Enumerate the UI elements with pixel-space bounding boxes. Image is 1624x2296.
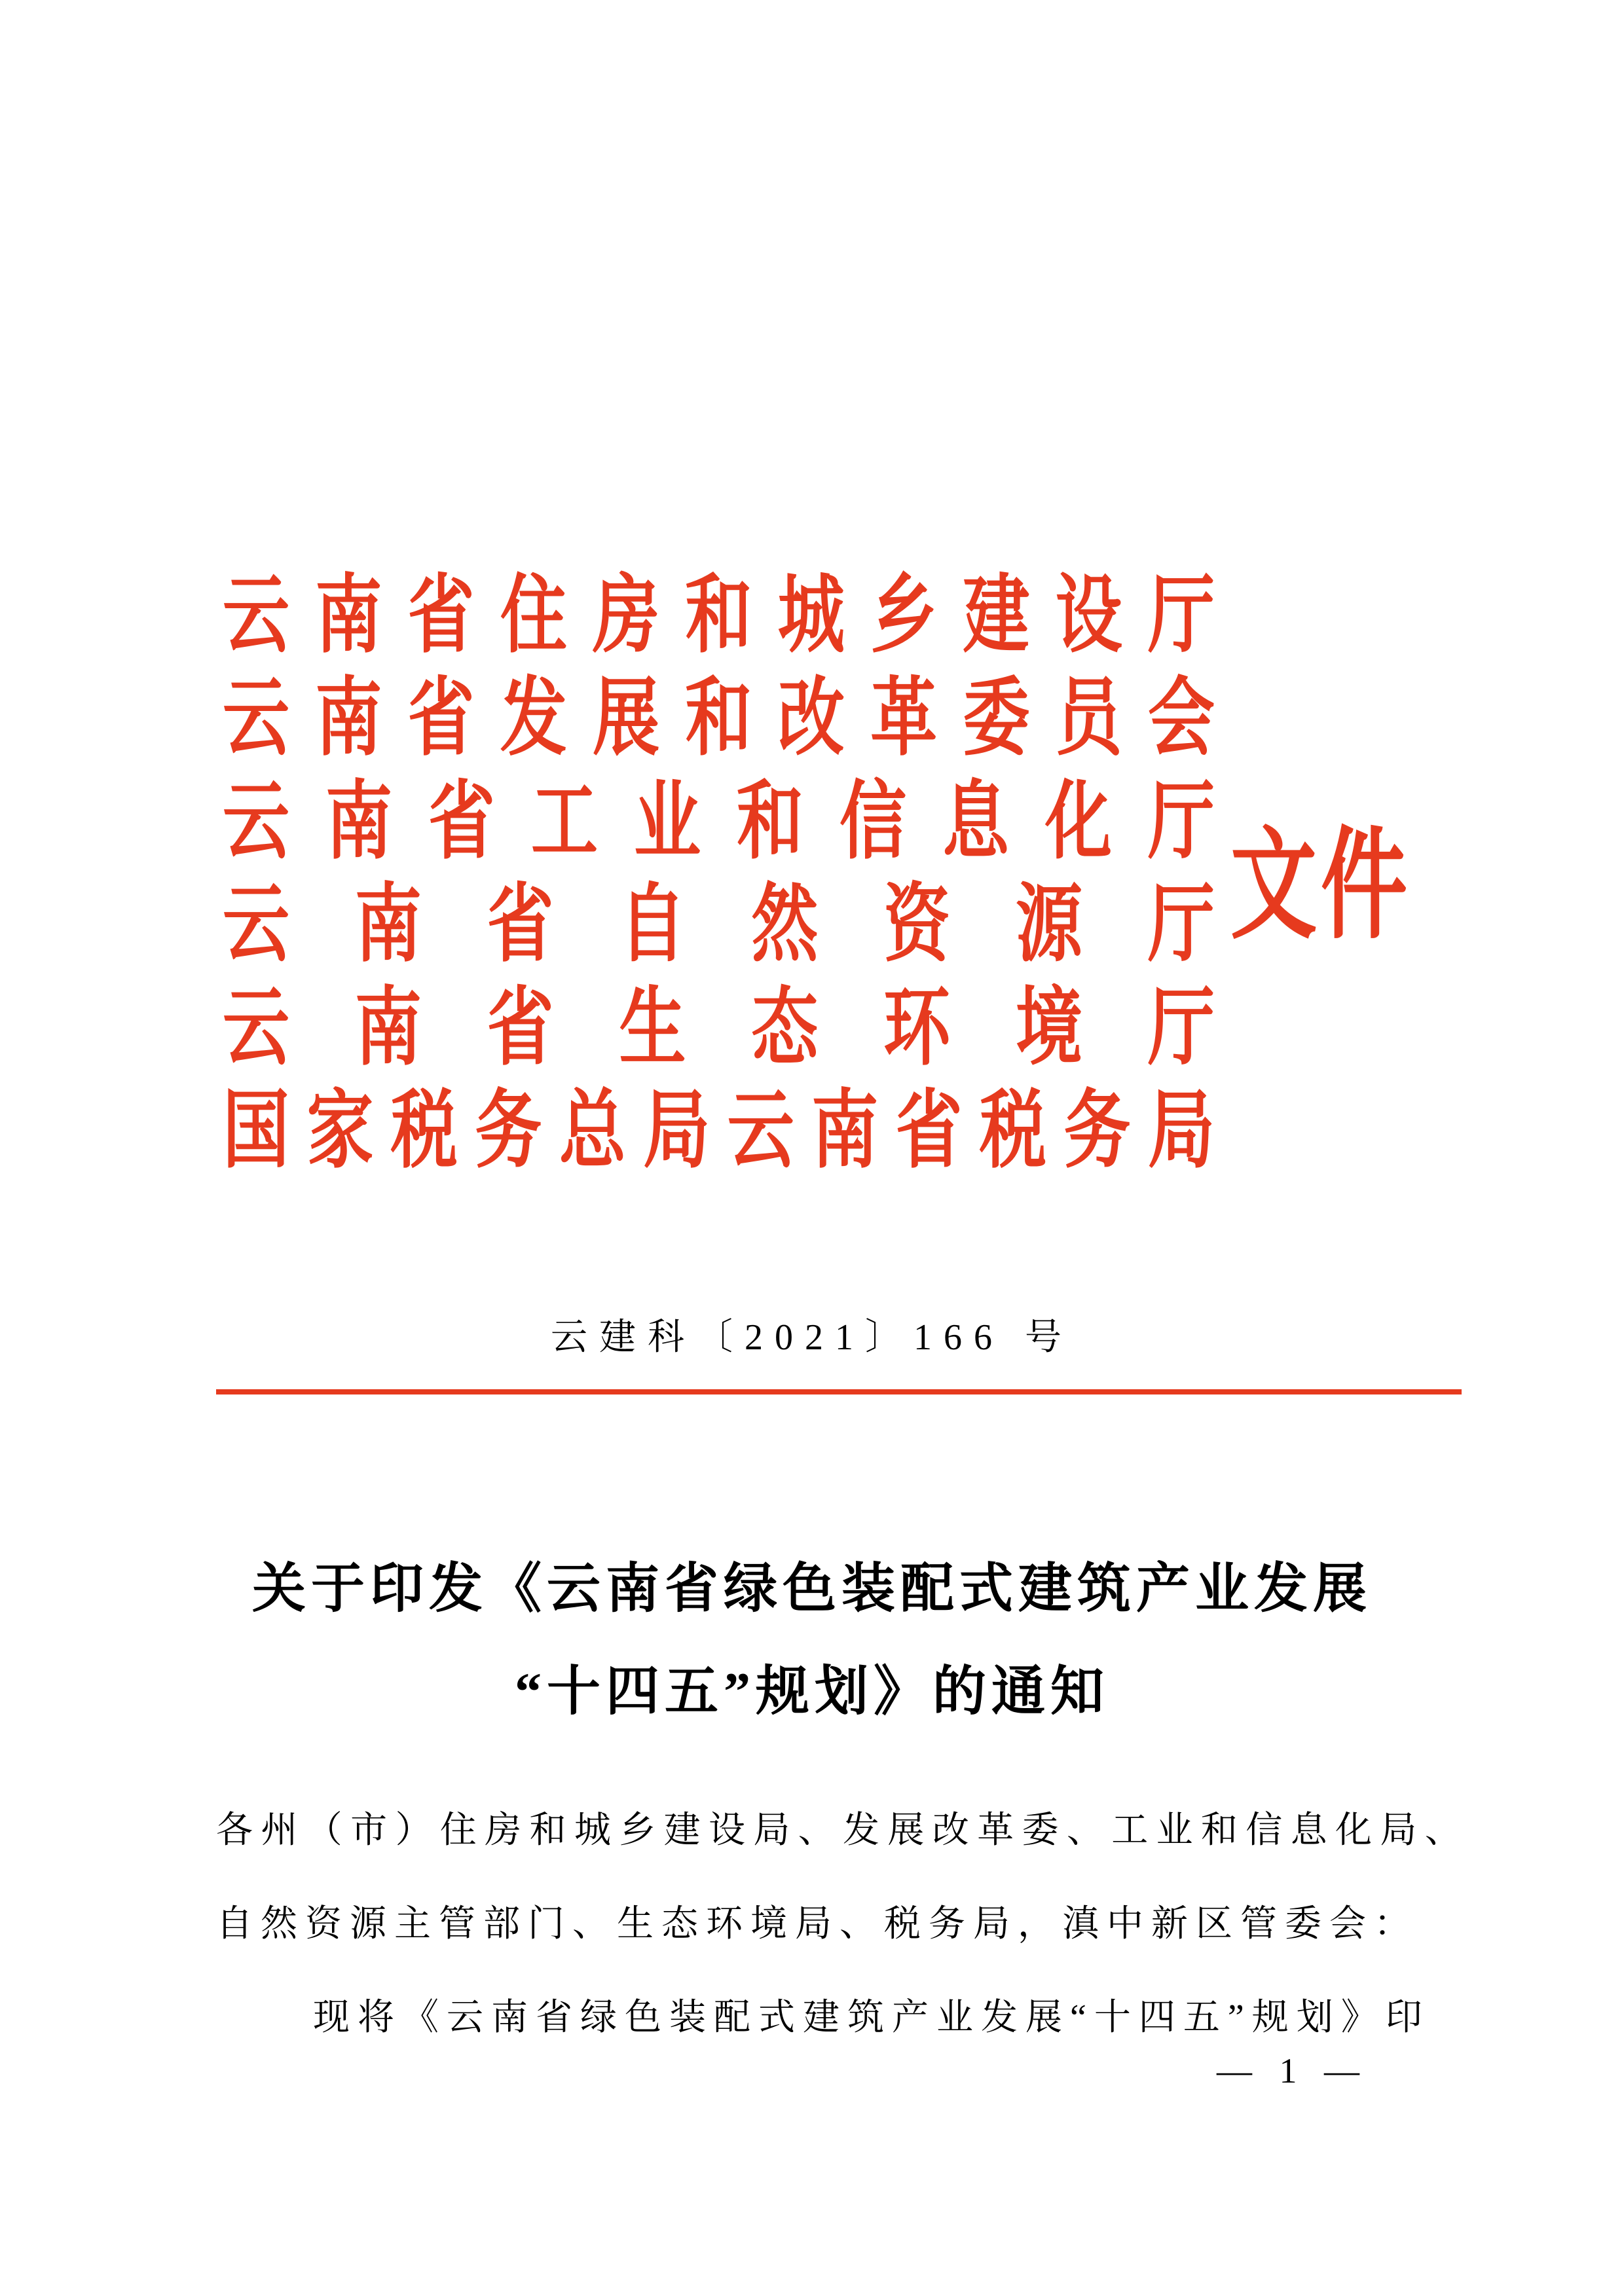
red-divider-rule: [216, 1389, 1462, 1394]
document-title-line-2: “十四五”规划》的通知: [514, 1662, 1109, 1721]
document-title-line-1: 关于印发《云南省绿色装配式建筑产业发展: [251, 1559, 1372, 1618]
agency-name-taxation: 国 家 税 务 总 局 云 南 省 税 务 局: [223, 1084, 1215, 1179]
body-line-recipients-2: 自然资源主管部门、生态环境局、税务局，滇中新区管委会：: [216, 1904, 1418, 1944]
agency-name-development: 云 南 省 发 展 和 改 革 委 员 会: [223, 672, 1215, 767]
agency-name-resources: 云 南 省 自 然 资 源 厅: [223, 878, 1215, 973]
agency-name-housing: 云 南 省 住 房 和 城 乡 建 设 厅: [223, 569, 1215, 664]
document-body: [216, 1784, 1462, 2065]
document-title: [0, 1537, 1624, 1743]
red-letterhead: [223, 569, 1411, 1179]
agency-name-industry: 云 南 省 工 业 和 信 息 化 厅: [223, 774, 1215, 870]
agency-name-list: [223, 569, 1215, 1179]
body-line-paragraph-1: 现将《云南省绿色装配式建筑产业发展“十四五”规划》印: [313, 1997, 1430, 2038]
agency-name-ecology: 云 南 省 生 态 环 境 厅: [223, 981, 1215, 1076]
page-number: — 1 —: [1217, 2051, 1369, 2090]
document-type-label: 文件: [1230, 818, 1411, 953]
body-line-recipients-1: 各 州 （ 市 ） 住 房 和 城 乡 建 设 局 、 发 展 改 革 委 、 工 业 和 信 息 化 局 、: [216, 1810, 1462, 1851]
document-number: 云建科〔2021〕166 号: [551, 1317, 1073, 1358]
